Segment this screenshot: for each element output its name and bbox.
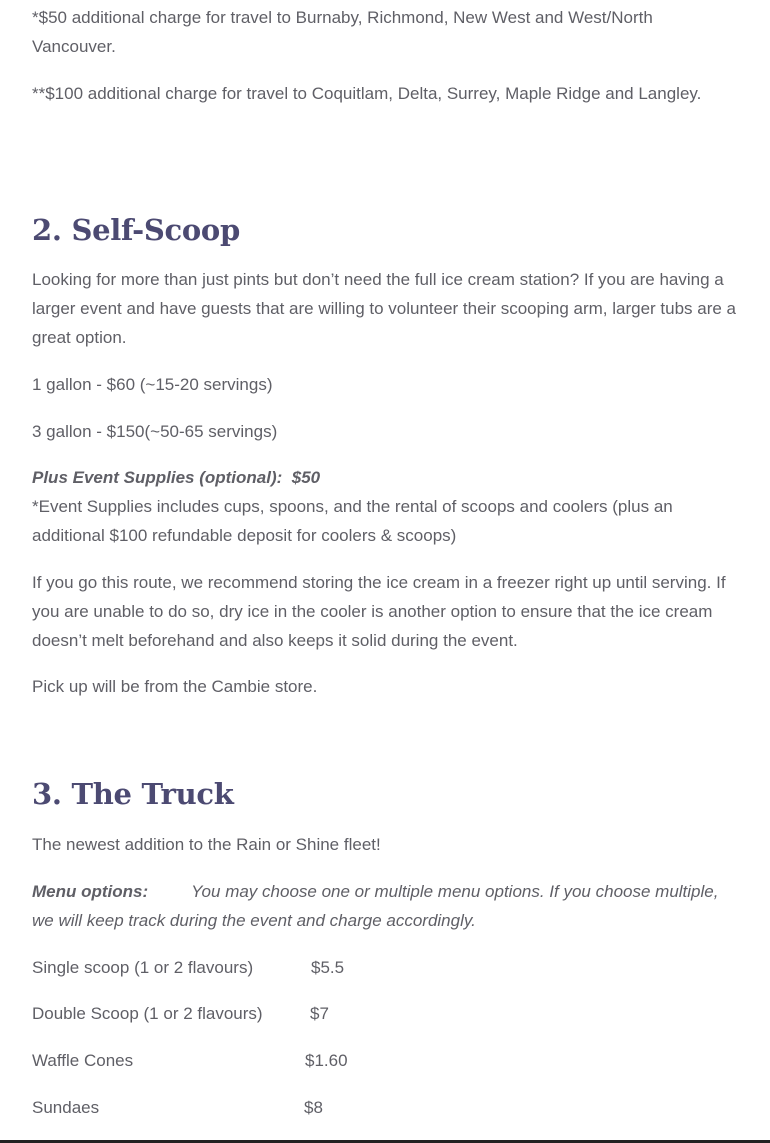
menu-item-price: $1.60 [305,1051,348,1070]
travel-note-coquitlam: **$100 additional charge for travel to Coquitlam, Delta, Surrey, Maple Ridge and Langley. [32,84,702,103]
menu-item-label: Single scoop (1 or 2 flavours) [32,958,254,977]
truck-menu-item [32,1046,348,1075]
event-supplies-note: *Event Supplies includes cups, spoons, and the rental of scoops and coolers (plus an additional $100 refundable deposit for coolers & scoops) [32,497,673,545]
storage-note: If you go this route, we recommend storing the ice cream in a freezer right up until serving. If you are unable to do so, dry ice in the cooler is another option to ensure that the ice cream doesn’t melt beforehand and also keeps it solid during the event. [32,573,726,650]
section-heading-the-truck: 3. The Truck [32,777,234,811]
self-scoop-option-1-gallon: 1 gallon - $60 (~15-20 servings) [32,375,273,394]
truck-menu-item [32,999,329,1028]
self-scoop-intro: Looking for more than just pints but don’t need the full ice cream station? If you are having a larger event and have guests that are willing to volunteer their scooping arm, larger tubs are a great option. [32,270,737,347]
truck-menu-item [32,1093,323,1122]
menu-item-price: $8 [304,1098,323,1117]
event-supplies-label: Plus Event Supplies (optional): $50 [32,468,321,487]
truck-intro: The newest addition to the Rain or Shine fleet! [32,835,381,854]
truck-menu-item [32,953,344,982]
section-heading-self-scoop: 2. Self-Scoop [32,213,240,247]
self-scoop-option-3-gallon: 3 gallon - $150(~50-65 servings) [32,422,278,441]
travel-note-burnaby: *$50 additional charge for travel to Burnaby, Richmond, New West and West/North Vancouver. [32,8,653,56]
menu-item-label: Sundaes [32,1098,100,1117]
menu-options-note: You may choose one or multiple menu options. If you choose multiple, we will keep track during the event and charge accordingly. [32,882,719,930]
menu-item-label: Waffle Cones [32,1051,134,1070]
menu-item-price: $7 [310,1004,329,1023]
menu-options-label: Menu options: [32,882,149,901]
menu-options-paragraph [32,877,732,935]
pickup-note: Pick up will be from the Cambie store. [32,677,318,696]
menu-item-label: Double Scoop (1 or 2 flavours) [32,1004,263,1023]
menu-item-price: $5.5 [311,958,345,977]
